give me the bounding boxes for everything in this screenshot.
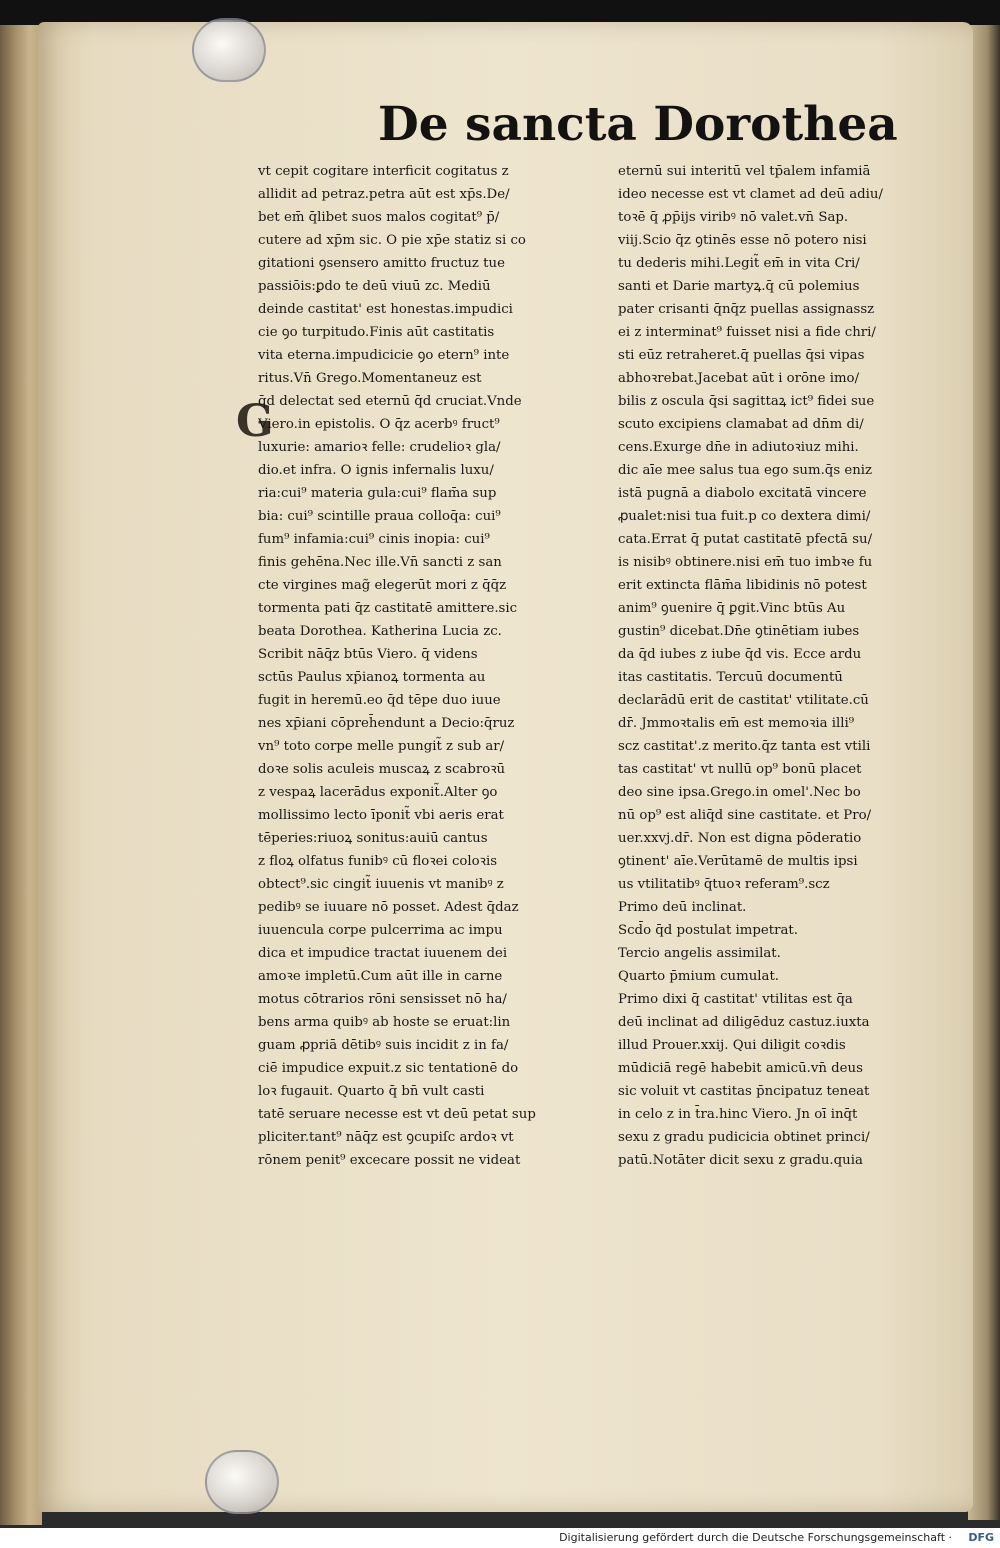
text-line: Scd̄o q̄d postulat impetrat. [618,923,798,938]
text-line: mūdiciā regē habebit amicū.vn̄ deus [618,1061,863,1076]
text-line: scz castitat'.z merito.q̄z tanta est vtili [618,739,871,754]
text-line: q̄d delectat sed eternū q̄d cruciat.Vnde [258,394,522,409]
text-line: doꝛe solis aculeis muscaꝝ z scabroꝛū [258,762,506,777]
text-line: nū op⁹ est aliq̄d sine castitate. et Pro/ [618,808,872,823]
text-line: tu dederis mihi.Legit̃ em̄ in vita Cri/ [618,256,860,271]
text-line: bens arma quibꝰ ab hoste se eruat:lin [258,1015,511,1030]
text-line: ei z interminat⁹ fuisset nisi a fide chri/ [618,325,876,340]
text-line: tatē seruare necesse est vt deū petat sup [258,1107,536,1122]
text-line: tēperies:riuoꝝ sonitus:auiū cantus [258,831,488,846]
text-line: cte virgines mag̃ elegerūt mori z q̄q̄z [258,578,507,593]
glass-clip-top [192,18,266,82]
text-line: abhoꝛrebat.Jacebat aūt i orōne imo/ [618,371,860,386]
text-column-right [618,160,968,1172]
text-line: beata Dorothea. Katherina Lucia zc. [258,624,502,639]
glass-clip-bottom [205,1450,279,1514]
text-line: in celo z in t̄ra.hinc Viero. Jn oī inq̄t [618,1107,858,1122]
text-line: pater crisanti q̄nq̄z puellas assignassz [618,302,875,317]
text-line: ciē impudice expuit.z sic tentationē do [258,1061,519,1076]
text-line: dic aīe mee salus tua ego sum.q̄s eniz [618,463,873,478]
page-heading: De sancta Dorothea [378,97,898,152]
text-line: uer.xxvj.dr̄. Non est digna pōderatio [618,831,862,846]
marginal-initial: G [236,396,274,447]
text-line: anim⁹ ꝯuenire q̄ ꝑgit.Vinc btūs Au [618,601,846,616]
text-line: deo sine ipsa.Grego.in omel'.Nec bo [618,785,861,800]
text-line: sexu z gradu pudicicia obtinet princi/ [618,1130,870,1145]
text-line: istā pugnā a diabolo excitatā vincere [618,486,867,501]
text-line: sctūs Paulus xp̄ianoꝝ tormenta au [258,670,486,685]
text-line: gustin⁹ dicebat.Dn̄e ꝯtinētiam iubes [618,624,860,639]
text-line: vita eterna.impudicicie ꝯo etern⁹ inte [258,348,510,363]
digitization-footer [0,1528,1000,1548]
text-line: bilis z oscula q̄si sagittaꝝ ict⁹ fidei sue [618,394,875,409]
text-line: loꝛ fugauit. Quarto q̄ bn̄ vult casti [258,1084,485,1099]
funding-credit: Digitalisierung gefördert durch die Deutsche Forschungsgemeinschaft · [559,1531,952,1544]
text-line: rōnem penit⁹ excecare possit ne videat [258,1153,521,1168]
text-line: ritus.Vn̄ Grego.Momentaneuz est [258,371,482,386]
text-line: ideo necesse est vt clamet ad deū adiu/ [618,187,883,202]
text-line: deinde castitat' est honestas.impudici [258,302,513,317]
text-line: cata.Errat q̄ putat castitatē pfectā su/ [618,532,873,547]
text-line: passiōis:ꝑdo te deū viuū zc. Mediū [258,279,491,294]
text-line: iuuencula corpe pulcerrima ac impu [258,923,503,938]
text-line: scuto excipiens clamabat ad dn̄m di/ [618,417,864,432]
text-line: vt cepit cogitare interficit cogitatus z [258,164,509,179]
text-line: allidit ad petraz.petra aūt est xp̄s.De/ [258,187,510,202]
text-line: patū.Notāter dicit sexu z gradu.quia [618,1153,863,1168]
text-line: Primo dixi q̄ castitat' vtilitas est q̄a [618,992,853,1007]
text-line: nes xp̄iani cōpreh̄endunt a Decio:q̄ruz [258,716,515,731]
text-line: finis gehēna.Nec ille.Vn̄ sancti z san [258,555,502,570]
text-line: pliciter.tant⁹ nāq̄z est ꝯcupiſc ardoꝛ vt [258,1130,514,1145]
book-edge-left [0,25,42,1525]
text-line: eternū sui interitū vel tp̄alem infamiā [618,164,871,179]
text-line: da q̄d iubes z iube q̄d vis. Ecce ardu [618,647,862,662]
text-line: mollissimo lecto īponit̃ vbi aeris erat [258,808,504,823]
text-line: fum⁹ infamia:cui⁹ cinis inopia: cui⁹ [258,532,490,547]
text-line: declarādū erit de castitat' vtilitate.cū [618,693,869,708]
text-line: santi et Darie martyꝝ.q̄ cū polemius [618,279,860,294]
text-line: bia: cui⁹ scintille praua colloq̄a: cui⁹ [258,509,501,524]
text-line: motus cōtrarios rōni sensisset nō ha/ [258,992,507,1007]
text-line: illud Prouer.xxij. Qui diligit coꝛdis [618,1038,846,1053]
text-line: gitationi ꝯsensero amitto fructuz tue [258,256,505,271]
dfg-logo: DFG [968,1531,994,1544]
text-line: Scribit nāq̄z btūs Viero. q̄ videns [258,647,478,662]
text-line: erit extincta flām̄a libidinis nō potest [618,578,867,593]
text-line: Quarto p̄mium cumulat. [618,969,780,984]
text-line: us vtilitatibꝰ q̄tuoꝛ referam⁹.scz [618,877,830,892]
text-line: guam ꝓpriā dētibꝰ suis incidit z in fa/ [258,1038,509,1053]
text-line: cutere ad xp̄m sic. O pie xp̄e statiz si co [258,233,526,248]
text-line: dio.et infra. O ignis infernalis luxu/ [258,463,494,478]
text-line: Tercio angelis assimilat. [618,946,781,961]
text-line: deū inclinat ad diligēduz castuz.iuxta [618,1015,870,1030]
text-line: z floꝝ olfatus funibꝰ cū floꝛei coloꝛis [258,854,498,869]
text-line: Primo deū inclinat. [618,900,747,915]
text-line: cens.Exurge dn̄e in adiutoꝛiuz mihi. [618,440,859,455]
text-line: sti eūz retraheret.q̄ puellas q̄si vipas [618,348,865,363]
text-line: viij.Scio q̄z ꝯtinēs esse nō potero nisi [618,233,867,248]
text-line: z vespaꝝ lacerādus exponit̃.Alter ꝯo [258,785,498,800]
text-line: ria:cui⁹ materia gula:cui⁹ flam̄a sup [258,486,497,501]
text-line: Viero.in epistolis. O q̄z acerbꝰ fruct⁹ [258,417,500,432]
text-line: fugit in heremū.eo q̄d tēpe duo iuue [258,693,501,708]
text-line: tormenta pati q̄z castitatē amittere.sic [258,601,518,616]
text-line: ꝓualet:nisi tua fuit.p co dextera dimi/ [618,509,871,524]
text-line: tas castitat' vt nullū op⁹ bonū placet [618,762,862,777]
text-line: obtect⁹.sic cingit̃ iuuenis vt manibꝰ z [258,877,504,892]
text-line: luxurie: amarioꝛ felle: crudelioꝛ gla/ [258,440,501,455]
text-line: ꝯtinent' aīe.Verūtamē de multis ipsi [618,854,858,869]
text-line: cie ꝯo turpitudo.Finis aūt castitatis [258,325,495,340]
text-line: is nisibꝰ obtinere.nisi em̄ tuo imbꝛe fu [618,555,873,570]
text-line: toꝛē q̄ ꝓp̄ijs viribꝰ nō valet.vn̄ Sap. [618,210,849,225]
text-line: bet em̄ q̄libet suos malos cogitat⁹ p̄/ [258,210,500,225]
text-line: itas castitatis. Tercuū documentū [618,670,843,685]
text-line: dica et impudice tractat iuuenem dei [258,946,508,961]
text-column-left [258,160,608,1172]
text-line: dr̄. Jmmoꝛtalis em̄ est memoꝛia illi⁹ [618,716,855,731]
text-line: amoꝛe impletū.Cum aūt ille in carne [258,969,503,984]
text-line: pedibꝰ se iuuare nō posset. Adest q̄daz [258,900,519,915]
text-line: vn⁹ toto corpe melle pungit̃ z sub ar/ [258,739,505,754]
text-line: sic voluit vt castitas p̄ncipatuz teneat [618,1084,870,1099]
